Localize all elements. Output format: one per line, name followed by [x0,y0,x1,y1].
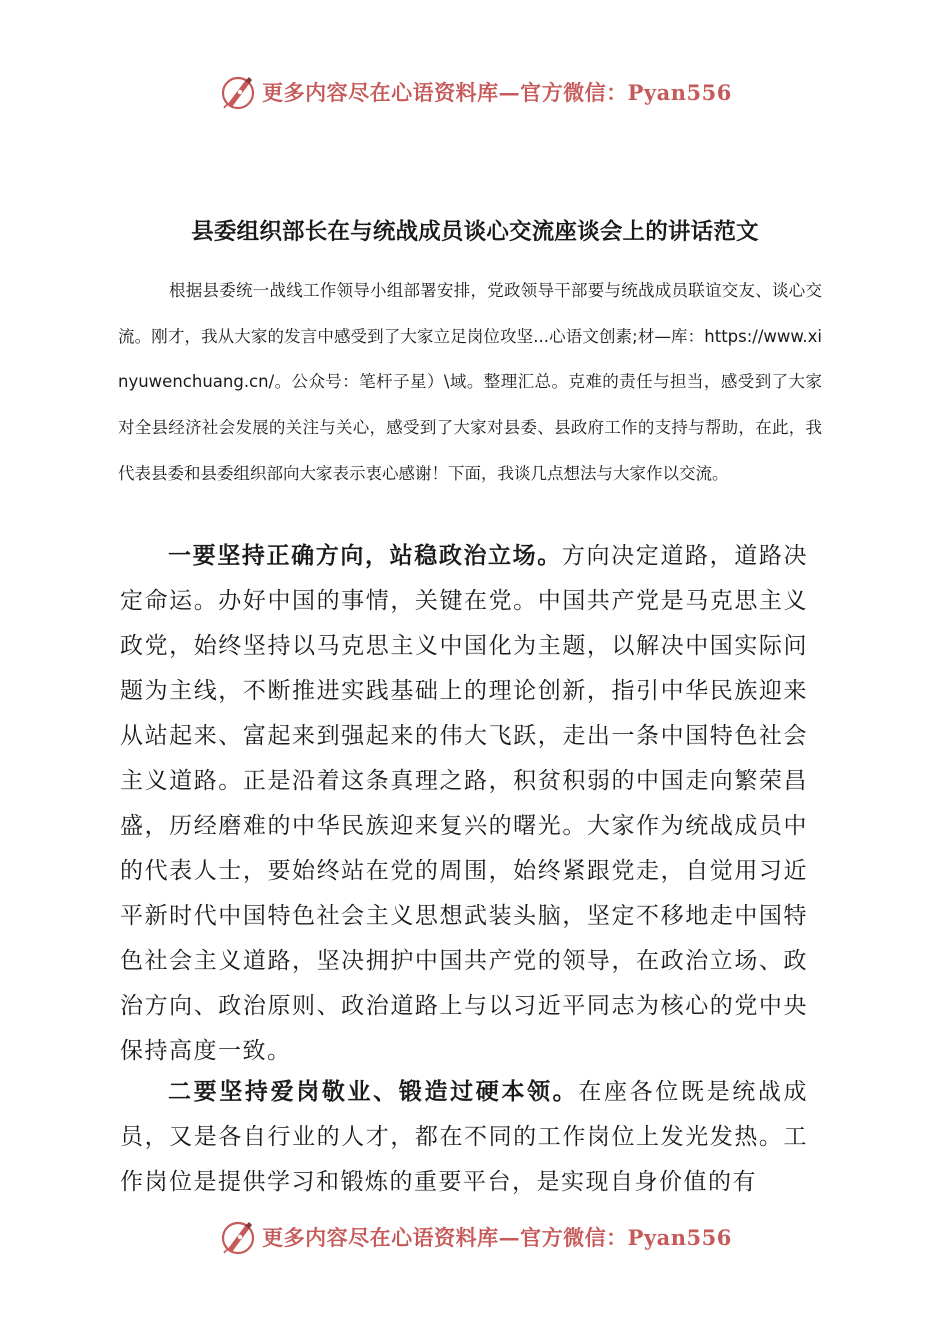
body-paragraph-1 [120,533,808,1074]
watermark-text: 更多内容尽在心语资料库—官方微信：Pyan556 [262,80,732,105]
document-title: 县委组织部长在与统战成员谈心交流座谈会上的讲话范文 [191,219,759,245]
paragraph-text: 方向决定道路，道路决定命运。办好中国的事情，关键在党。中国共产党是马克思主义政党，始终坚持以马克思主义中国化为主题，以解决中国实际问题为主线，不断推进实践基础上的理论创新，指引中华民族迎来从站起来、富起来到强起来的伟大飞跃，走出一条中国特色社会主义道路。正是沿着这条真理之路，积贫积弱的中国走向繁荣昌盛，历经磨难的中华民族迎来复兴的曙光。大家作为统战成员中的代表人士，要始终站在党的周围，始终紧跟党走，自觉用习近平新时代中国特色社会主义思想武装头脑，坚定不移地走中国特色社会主义道路，坚决拥护中国共产党的领导，在政治立场、政治方向、政治原则、政治道路上与以习近平同志为核心的党中央保持高度一致。 [120,543,809,1064]
body-paragraph-2 [120,1069,808,1205]
watermark-banner-bottom [0,1213,950,1261]
paragraph-heading: 一要坚持正确方向，站稳政治立场。 [168,542,562,569]
pen-nib-circle-icon [218,1217,258,1257]
watermark-text: 更多内容尽在心语资料库—官方微信：Pyan556 [262,1225,732,1250]
paragraph-heading: 二要坚持爱岗敬业、锻造过硬本领。 [168,1078,579,1105]
pen-nib-circle-icon [218,72,258,112]
watermark-banner-top [0,68,950,116]
intro-paragraph: 根据县委统一战线工作领导小组部署安排，党政领导干部要与统战成员联谊交友、谈心交流。刚才，我从大家的发言中感受到了大家立足岗位攻坚...心语文创素;材—库：https://www.xinyuwenchuang.cn/。公众号：笔杆子星）\域。整理汇总。克难的责任与担当，感受到了大家对全县经济社会发展的关注与关心，感受到了大家对县委、县政府工作的支持与帮助，在此，我代表县委和县委组织部向大家表示衷心感谢！下面，我谈几点想法与大家作以交流。 [118,281,822,483]
paragraph-text: 在座各位既是统战成员，又是各自行业的人才，都在不同的工作岗位上发光发热。工作岗位是提供学习和锻炼的重要平台，是实现自身价值的有 [120,1079,809,1195]
